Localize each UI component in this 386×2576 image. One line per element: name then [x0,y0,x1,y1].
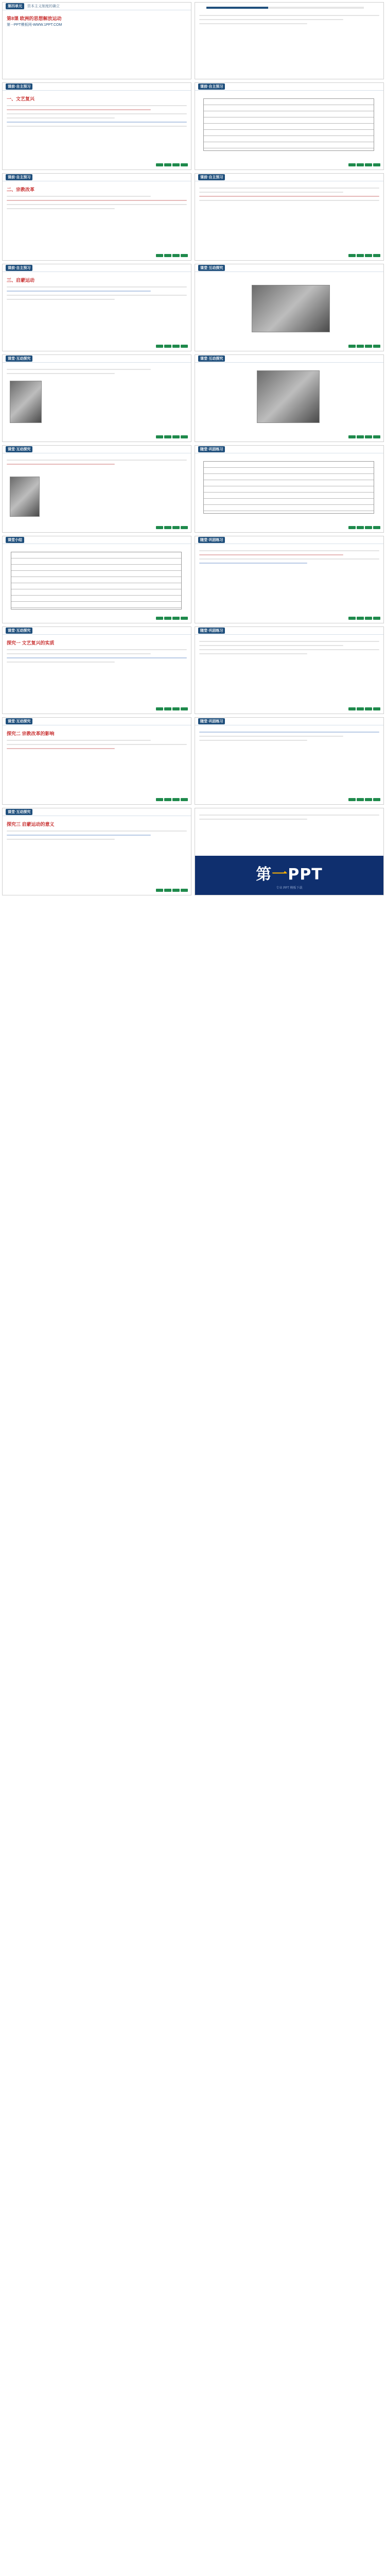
slide-header [195,264,383,272]
slide-explore-2 [2,717,191,805]
slide-image-3 [195,264,384,351]
slide-header [3,264,191,272]
slide-image-1 [2,354,191,442]
text-line [7,369,151,370]
section-heading: 探究二 宗教改革的影响 [7,731,55,736]
text-line [7,291,151,292]
logo-mid: 一 [272,865,288,884]
section-tag: 课前·自主预习 [6,265,32,271]
slide-body [3,181,191,215]
section-tag: 课堂·互动探究 [6,628,32,634]
slide-toc [195,2,384,79]
slide-explore-1 [2,626,191,714]
slide-header [195,536,383,544]
section-tag: 课堂·互动探究 [6,718,32,724]
illustration [257,370,320,423]
text-line [7,744,187,745]
text-line [199,641,379,642]
illustration [10,381,42,423]
slide-practice-4 [195,717,384,805]
section-tag: 课前·自主预习 [198,83,225,90]
slide-header [3,174,191,181]
slide-nav[interactable] [348,798,380,801]
slide-header [195,174,383,181]
slide-body [195,808,383,826]
logo-left: 第 [256,865,272,884]
slide-header [3,718,191,725]
slide-body [195,544,383,570]
text-line [199,740,307,741]
text-line [7,464,115,465]
slide-title [2,2,191,79]
slide-prep-1 [2,82,191,170]
banner-sub: 专业 PPT 模板下载 [276,886,303,890]
text-line [7,657,187,658]
illustration [10,477,40,517]
unit-title: 资本主义制度的确立 [27,5,60,8]
text-line [7,373,115,374]
slide-nav[interactable] [156,798,188,801]
text-line [7,835,151,836]
slide-header [195,627,383,635]
slide-practice-1 [195,445,384,533]
slide-image-4 [195,354,384,442]
slide-practice-2 [195,536,384,623]
text-line [199,188,379,189]
section-tag: 随堂·巩固练习 [198,537,225,543]
text-line [199,554,343,555]
text-line [7,105,187,106]
slide-header [3,3,191,10]
text-line [7,662,115,663]
slide-body [3,10,191,31]
text-line [199,15,379,16]
unit-tag: 第四单元 [6,3,24,9]
text-line [7,113,187,114]
slide-header [3,355,191,363]
text-line [199,736,343,737]
text-line [7,748,115,749]
section-tag: 随堂·巩固练习 [198,718,225,724]
text-line [199,645,343,646]
slide-body [195,725,383,747]
section-tag: 课堂·互动探究 [6,446,32,452]
slide-nav[interactable] [156,889,188,892]
slide-nav[interactable] [348,345,380,348]
slide-nav[interactable] [348,707,380,710]
slide-header [3,627,191,635]
text-line [7,117,115,118]
slide-body [3,272,191,306]
slide-body [3,363,191,380]
text-line [199,192,343,193]
slide-prep-2 [2,173,191,261]
section-heading: 三、启蒙运动 [7,278,35,283]
section-tag: 课前·自主预习 [6,174,32,180]
logo-right: PPT [288,865,323,884]
source-line: 第一PPT模板网-WWW.1PPT.COM [7,23,62,27]
slide-practice-3 [195,626,384,714]
text-line [199,819,307,820]
section-tag: 课堂·互动探究 [6,809,32,815]
slide-nav[interactable] [156,345,188,348]
slide-body [3,453,191,471]
slide-nav[interactable] [156,254,188,257]
section-heading: 二、宗教改革 [7,187,35,192]
text-line [199,200,379,201]
slide-header [3,446,191,453]
slide-nav[interactable] [156,163,188,166]
text-line [7,839,115,840]
text-line [7,286,187,287]
text-line [199,196,379,197]
slide-header [195,718,383,725]
text-line [7,649,187,650]
text-line [199,649,379,650]
summary-table [11,552,182,609]
slide-nav[interactable] [156,526,188,529]
text-line [199,815,379,816]
slide-body [3,816,191,846]
lesson-title: 第8课 欧洲的思想解放运动 [7,16,62,21]
section-tag: 随堂·巩固练习 [198,628,225,634]
text-line [7,200,187,201]
text-line [199,653,307,654]
slide-header [3,536,191,544]
text-line [199,563,307,564]
slide-nav[interactable] [156,707,188,710]
slide-prep-5 [195,173,384,261]
text-line [7,109,151,110]
section-tag: 课前·自主预习 [6,83,32,90]
text-line [7,196,151,197]
text-line [199,23,307,24]
section-tag: 课堂·互动探究 [198,265,225,271]
section-tag: 课前·自主预习 [198,174,225,180]
slide-nav[interactable] [348,526,380,529]
slide-explore-3 [2,808,191,895]
slide-nav[interactable] [348,254,380,257]
section-tag: 课堂·互动探究 [198,355,225,362]
text-line [7,122,187,123]
section-tag: 课堂小结 [6,537,24,543]
section-heading: 一、文艺复兴 [7,96,35,101]
slide-summary [2,536,191,623]
text-line [7,204,187,205]
practice-table [203,461,374,514]
illustration [252,285,330,332]
text-line [199,19,343,20]
slide-header [195,83,383,91]
text-line [199,558,379,560]
text-line [7,126,187,127]
ppt-banner [195,856,383,895]
slide-ppt-banner [195,808,384,895]
slide-body [3,725,191,755]
slide-nav[interactable] [348,163,380,166]
page-progress [206,4,364,9]
text-line [7,299,115,300]
slide-header [195,355,383,363]
text-line [7,740,151,741]
slide-prep-4 [195,82,384,170]
text-line [199,550,379,551]
section-tag: 随堂·巩固练习 [198,446,225,452]
slide-image-2 [2,445,191,533]
section-heading: 探究三 启蒙运动的意义 [7,822,55,827]
text-line [199,732,379,733]
section-heading: 探究一 文艺复兴的实质 [7,640,55,646]
slide-body [3,635,191,669]
info-table [203,98,374,151]
slide-nav[interactable] [156,617,188,620]
slide-nav[interactable] [348,435,380,438]
slide-nav[interactable] [348,617,380,620]
slide-header [3,808,191,816]
slide-body [195,635,383,660]
slide-body [195,181,383,207]
slide-body [3,91,191,133]
text-line [7,295,187,296]
slide-header [3,83,191,91]
slide-header [195,446,383,453]
slide-nav[interactable] [156,435,188,438]
text-line [7,460,187,461]
text-line [7,653,151,654]
section-tag: 课堂·互动探究 [6,355,32,362]
text-line [7,831,187,832]
text-line [7,208,115,209]
slide-prep-3 [2,264,191,351]
ppt-logo [256,861,322,884]
